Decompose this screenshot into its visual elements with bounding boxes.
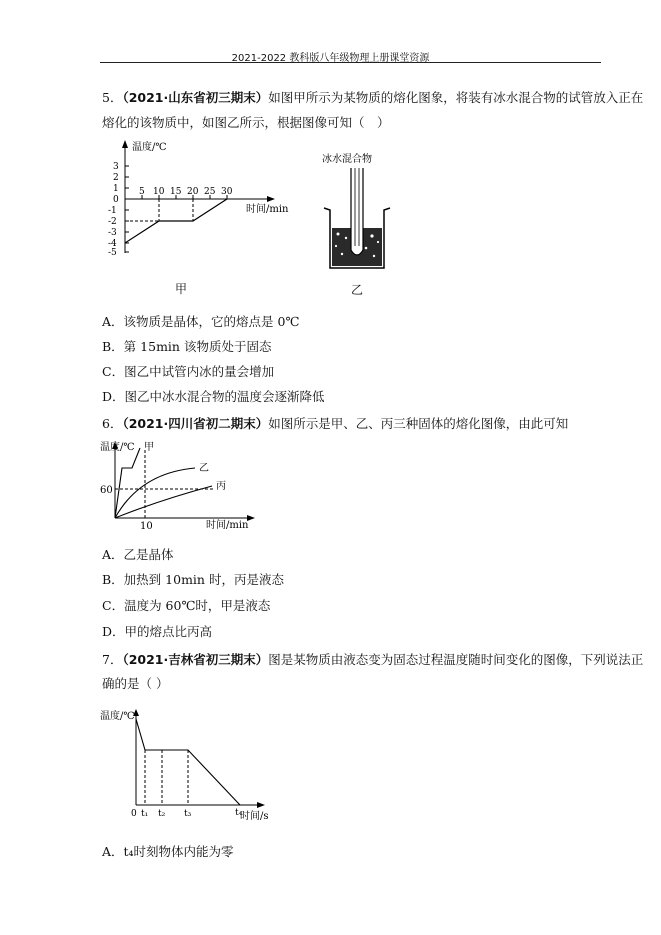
- q5-caption-yi: 乙: [351, 283, 364, 297]
- q5-beaker-label: 冰水混合物: [322, 154, 372, 165]
- q7-stem-line1: [102, 650, 643, 668]
- q5-ytick: 2: [113, 173, 119, 183]
- q5-option-a: A．该物质是晶体，它的熔点是 0℃: [102, 314, 300, 329]
- q6-option-d: D．甲的熔点比丙高: [102, 624, 213, 639]
- q6-series-bing: 丙: [216, 481, 226, 492]
- q5-ytick: -1: [108, 206, 117, 216]
- q5-beaker-figure: [318, 150, 398, 275]
- q6-series-jia: 甲: [144, 442, 154, 453]
- q7-tick-t3: t₃: [184, 809, 192, 819]
- q5-ylabel: 温度/℃: [132, 142, 167, 153]
- q5-ytick: -4: [108, 239, 117, 249]
- q5-stem-line1: [102, 88, 643, 106]
- q5-stem2: 熔化的该物质中，如图乙所示，根据图像可知（ ）: [102, 115, 390, 130]
- q5-xtick: 15: [170, 187, 182, 197]
- q6-option-a: A．乙是晶体: [102, 547, 174, 562]
- q6-option-b: B．加热到 10min 时，丙是液态: [102, 572, 284, 587]
- q5-xtick: 20: [187, 187, 199, 197]
- q5-ytick: -2: [108, 217, 117, 227]
- q6-number: 6．: [102, 416, 123, 431]
- q5-ytick: 1: [113, 184, 119, 194]
- q5-option-b: B．第 15min 该物质处于固态: [102, 339, 272, 354]
- q7-stem2: 确的是（ ）: [102, 676, 169, 691]
- q5-ytick: -3: [108, 228, 117, 238]
- q7-source: （2021·吉林省初三期末）: [122, 652, 269, 667]
- q6-graph: [100, 438, 280, 533]
- q7-tick-t4: t₄: [235, 808, 243, 818]
- q5-xtick: 25: [204, 187, 216, 197]
- q5-number: 5．: [102, 90, 123, 105]
- q6-curve-jia: [115, 448, 140, 518]
- q5-source: （2021·山东省初三期末）: [122, 90, 269, 105]
- q6-stem-line1: [102, 414, 568, 432]
- q5-xtick: 10: [153, 187, 165, 197]
- q5-xtick: 5: [139, 187, 145, 197]
- q6-option-c: C．温度为 60℃时，甲是液态: [102, 598, 271, 613]
- q6-xtick: 10: [140, 521, 153, 532]
- q6-ylabel: 温度/℃: [100, 442, 135, 453]
- page-header: 2021-2022 教科版八年级物理上册课堂资源: [231, 53, 430, 64]
- q7-option-a: A．t₄时刻物体内能为零: [102, 844, 234, 859]
- header-rule: [100, 62, 601, 63]
- q5-option-c: C．图乙中试管内冰的量会增加: [102, 364, 275, 379]
- q5-stem1: 如图甲所示为某物质的熔化图象，将装有冰水混合物的试管放入正在: [268, 90, 644, 105]
- q5-ytick: -5: [108, 248, 117, 258]
- q5-xtick: 30: [221, 187, 233, 197]
- q7-xlabel: 时间/s: [240, 811, 269, 822]
- q5-ytick: 3: [113, 162, 119, 172]
- q7-ylabel: 温度/℃: [100, 711, 135, 722]
- q7-number: 7．: [102, 652, 123, 667]
- q5-caption-jia: 甲: [175, 282, 188, 296]
- q5-graph-jia: [105, 138, 300, 258]
- q7-tick-t1: t₁: [141, 809, 149, 819]
- q6-xlabel: 时间/min: [206, 520, 249, 531]
- q6-source: （2021·四川省初二期末）: [122, 416, 269, 431]
- q7-stem1: 图是某物质由液态变为固态过程温度随时间变化的图像，下列说法正: [268, 652, 644, 667]
- q5-option-d: D．图乙中冰水混合物的温度会逐渐降低: [102, 389, 325, 404]
- q5-ytick: 0: [113, 195, 119, 205]
- q7-origin: 0: [131, 809, 137, 819]
- q6-stem1: 如图所示是甲、乙、丙三种固体的熔化图像，由此可知: [268, 416, 569, 431]
- q6-series-yi: 乙: [199, 463, 209, 474]
- q6-curve-bing: [115, 486, 212, 518]
- q7-tick-t2: t₂: [158, 809, 166, 819]
- q6-curve-yi: [115, 468, 195, 518]
- q5-xlabel: 时间/min: [246, 204, 289, 215]
- q6-ytick: 60: [100, 485, 113, 496]
- q7-graph: [100, 705, 280, 825]
